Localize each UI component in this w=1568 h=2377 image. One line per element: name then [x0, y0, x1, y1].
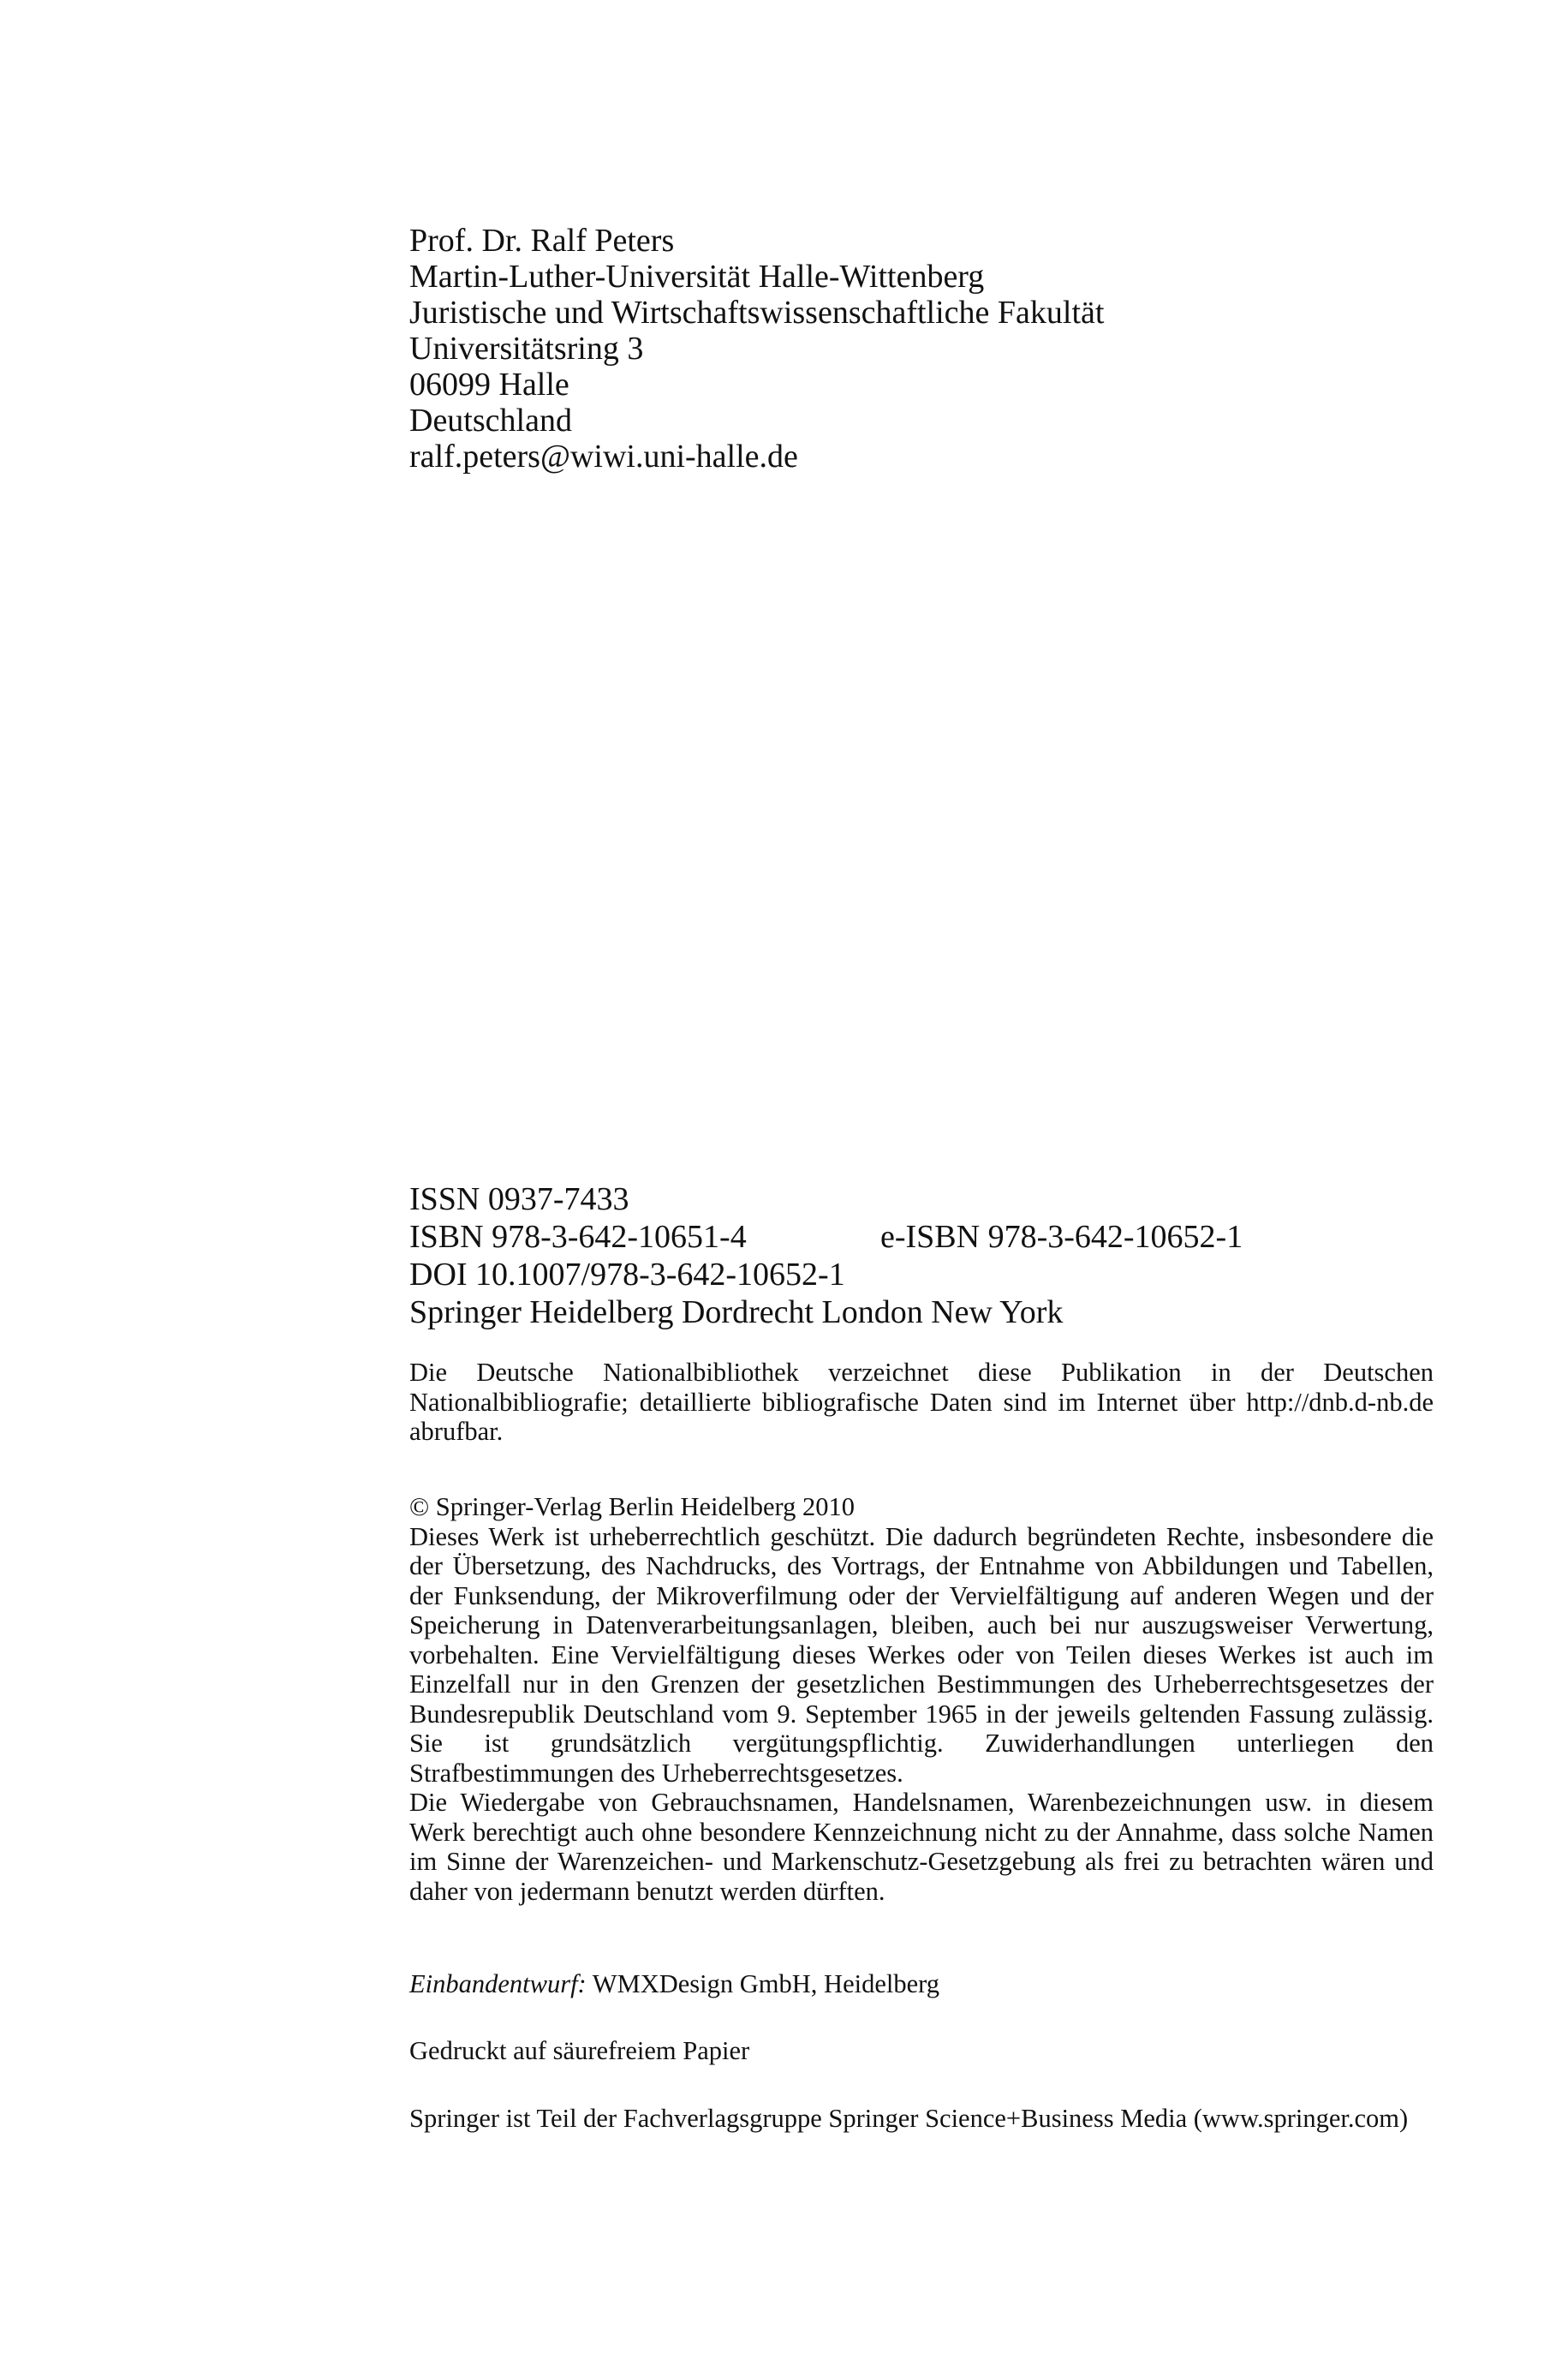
author-faculty: Juristische und Wirtschaftswissenschaftliche Fakultät — [409, 295, 1105, 331]
trademark-text: Die Wiedergabe von Gebrauchsnamen, Handelsnamen, Warenbezeichnungen usw. in diesem Werk berechtigt auch ohne besondere Kennzeichnung nicht zu der Annahme, dass solche Namen im Sinne der Warenzeichen- und Markenschutz-Gesetzgebung als frei zu betrachten wären und daher von jedermann benutzt werden dürften. — [409, 1788, 1434, 1906]
author-country: Deutschland — [409, 403, 572, 439]
rights-text: Dieses Werk ist urheberrechtlich geschützt. Die dadurch begründeten Rechte, insbesondere die der Übersetzung, des Nachdrucks, des Vortrags, der Entnahme von Abbildungen und Tabellen, der Funksendung, der Mikroverfilmung oder der Vervielfältigung auf anderen Wegen und der Speicherung in Datenverarbeitungsanlagen, bleiben, auch bei nur auszugsweiser Verwertung, vorbehalten. Eine Vervielfältigung dieses Werkes oder von Teilen dieses Werkes ist auch im Einzelfall nur in den Grenzen der gesetzlichen Bestimmungen des Urheberrechtsgesetzes der Bundesrepublik Deutschland vom 9. September 1965 in der jeweils geltenden Fassung zulässig. Sie ist grundsätzlich vergütungspflichtig. Zuwiderhandlungen unterliegen den Strafbestimmungen des Urheberrechtsgesetzes. — [409, 1521, 1434, 1788]
cip-notice-text: Die Deutsche Nationalbibliothek verzeichnet diese Publikation in der Deutschen Nationalbibliografie; detaillierte bibliografische Daten sind im Internet über http://dnb.d-nb.de abrufbar. — [409, 1358, 1434, 1446]
doi: DOI 10.1007/978-3-642-10652-1 — [409, 1257, 845, 1293]
copyright-line: © Springer-Verlag Berlin Heidelberg 2010 — [409, 1492, 856, 1521]
publication-identifiers — [409, 1180, 1243, 1331]
doi-row — [409, 1256, 1063, 1293]
isbn-row — [409, 1218, 1243, 1256]
publisher-locations: Springer Heidelberg Dordrecht London New York — [409, 1294, 1064, 1330]
author-city: 06099 Halle — [409, 367, 569, 403]
cover-design-value: WMXDesign GmbH, Heidelberg — [592, 1969, 939, 1998]
media-note — [409, 2104, 1434, 2134]
author-address — [409, 223, 1104, 475]
media-note-text: Springer ist Teil der Fachverlagsgruppe Springer Science+Business Media (www.springer.com) — [409, 2104, 1409, 2133]
issn-row — [409, 1180, 1063, 1218]
isbn: ISBN 978-3-642-10651-4 — [409, 1219, 747, 1255]
paper-note — [409, 2036, 1434, 2066]
eisbn: e-ISBN 978-3-642-10652-1 — [880, 1219, 1243, 1255]
author-street: Universitätsring 3 — [409, 331, 644, 367]
paper-note-text: Gedruckt auf säurefreiem Papier — [409, 2036, 750, 2065]
cover-design-label: Einbandentwurf: — [409, 1969, 587, 1998]
cip-notice — [409, 1358, 1434, 1447]
copyright-section — [409, 1492, 1434, 1906]
cover-design — [409, 1969, 1434, 1999]
author-name: Prof. Dr. Ralf Peters — [409, 223, 675, 259]
author-university: Martin-Luther-Universität Halle-Wittenberg — [409, 259, 985, 295]
issn: ISSN 0937-7433 — [409, 1181, 629, 1217]
publisher-locations-row — [409, 1293, 1063, 1331]
author-email: ralf.peters@wiwi.uni-halle.de — [409, 439, 798, 475]
